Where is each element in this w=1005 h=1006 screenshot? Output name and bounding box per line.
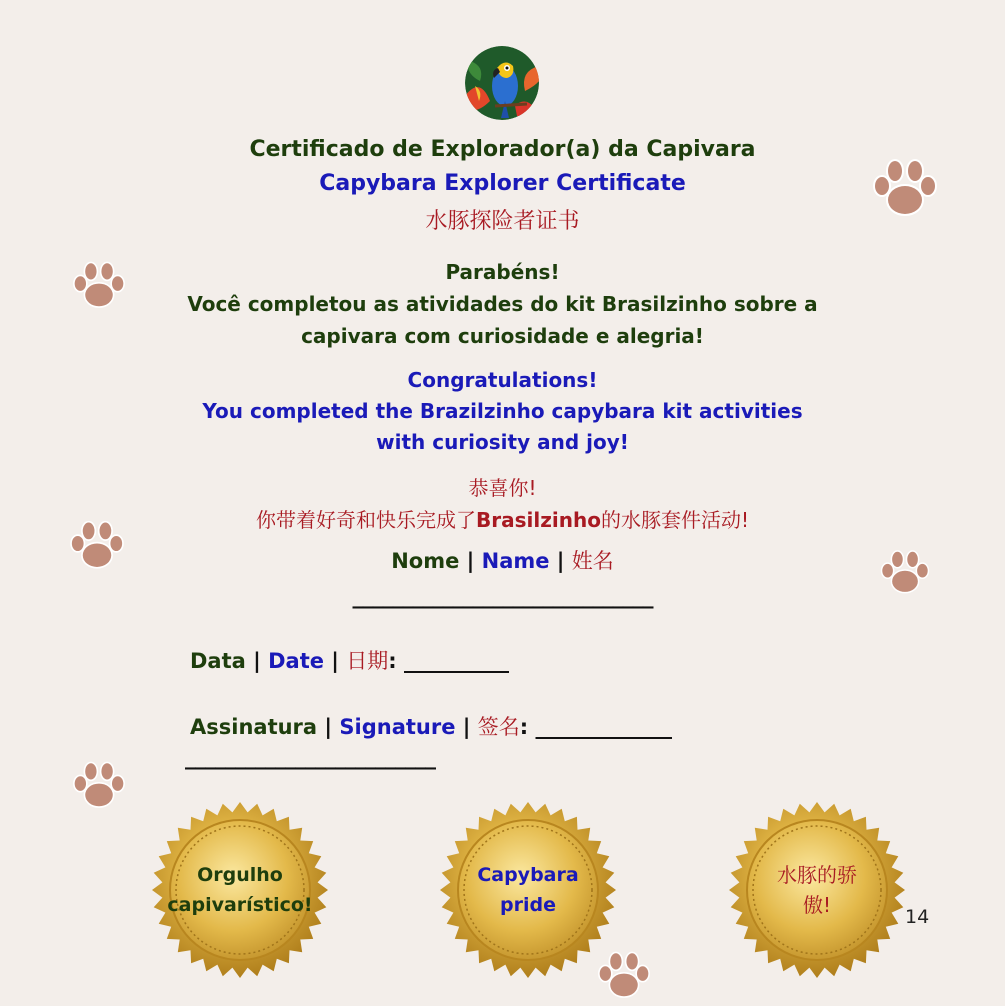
signature-label-pt: Assinatura <box>190 715 318 739</box>
paw-print-icon <box>69 256 129 316</box>
congrats-en: Congratulations! <box>407 368 598 392</box>
date-label-pt: Data <box>190 649 246 673</box>
paw-print-icon <box>69 756 129 816</box>
seal-line2: 傲! <box>802 893 832 917</box>
certificate-title-zh: 水豚探险者证书 <box>425 209 580 234</box>
signature-blank-line: : _____________ <box>519 715 672 739</box>
seal-line2: capivarístico! <box>167 894 313 916</box>
paw-print-icon <box>66 515 128 577</box>
message-zh-after: 的水豚套件活动! <box>600 508 749 532</box>
date-label-en: Date <box>268 649 324 673</box>
message-zh-brand: Brasilzinho <box>476 508 601 532</box>
date-separator-1: | <box>245 649 269 673</box>
seal-text <box>150 800 330 980</box>
date-field[interactable] <box>190 645 509 675</box>
message-en-line2: with curiosity and joy! <box>376 430 629 454</box>
seal-line1: Orgulho <box>197 864 283 886</box>
name-separator-1: | <box>459 549 482 573</box>
certificate-title-pt: Certificado de Explorador(a) da Capivara <box>249 137 756 162</box>
message-pt-line2: capivara com curiosidade e alegria! <box>301 324 704 348</box>
certificate-title-en: Capybara Explorer Certificate <box>319 171 686 196</box>
name-blank-line[interactable]: ______________________________ <box>352 584 653 609</box>
seal-line1: 水豚的骄 <box>777 863 857 887</box>
signature-blank-line-2[interactable]: _________________________ <box>185 745 435 770</box>
seal-line2: pride <box>500 894 556 916</box>
message-en-line1: You completed the Brazilzinho capybara kit activities <box>202 399 803 423</box>
seal-capybara-pride <box>438 800 618 980</box>
paw-print-icon <box>868 152 942 226</box>
message-zh-before: 你带着好奇和快乐完成了 <box>256 508 477 532</box>
date-label-zh: 日期 <box>346 649 389 673</box>
name-field-label <box>0 545 1005 575</box>
name-separator-2: | <box>549 549 572 573</box>
date-blank-line: : __________ <box>388 649 510 673</box>
seal-orgulho <box>150 800 330 980</box>
signature-label-zh: 签名 <box>477 715 520 739</box>
seal-pride-zh <box>727 800 907 980</box>
congrats-pt: Parabéns! <box>445 260 560 284</box>
name-label-zh: 姓名 <box>571 549 614 573</box>
congrats-zh: 恭喜你! <box>468 476 537 500</box>
signature-separator-2: | <box>455 715 478 739</box>
signature-separator-1: | <box>317 715 340 739</box>
name-label-en: Name <box>481 549 550 573</box>
message-pt <box>0 256 1005 352</box>
name-label-pt: Nome <box>391 549 460 573</box>
seal-line1: Capybara <box>477 864 579 886</box>
seal-text <box>727 800 907 980</box>
seal-text <box>438 800 618 980</box>
signature-label-en: Signature <box>339 715 456 739</box>
parrot-logo-icon <box>465 46 539 120</box>
date-separator-2: | <box>324 649 347 673</box>
page-number: 14 <box>905 906 930 928</box>
signature-field[interactable] <box>190 711 672 741</box>
message-en <box>0 365 1005 458</box>
message-zh <box>0 472 1005 536</box>
paw-print-icon <box>877 545 933 601</box>
message-zh-line <box>0 504 1005 536</box>
message-pt-line1: Você completou as atividades do kit Brasilzinho sobre a <box>187 292 818 316</box>
